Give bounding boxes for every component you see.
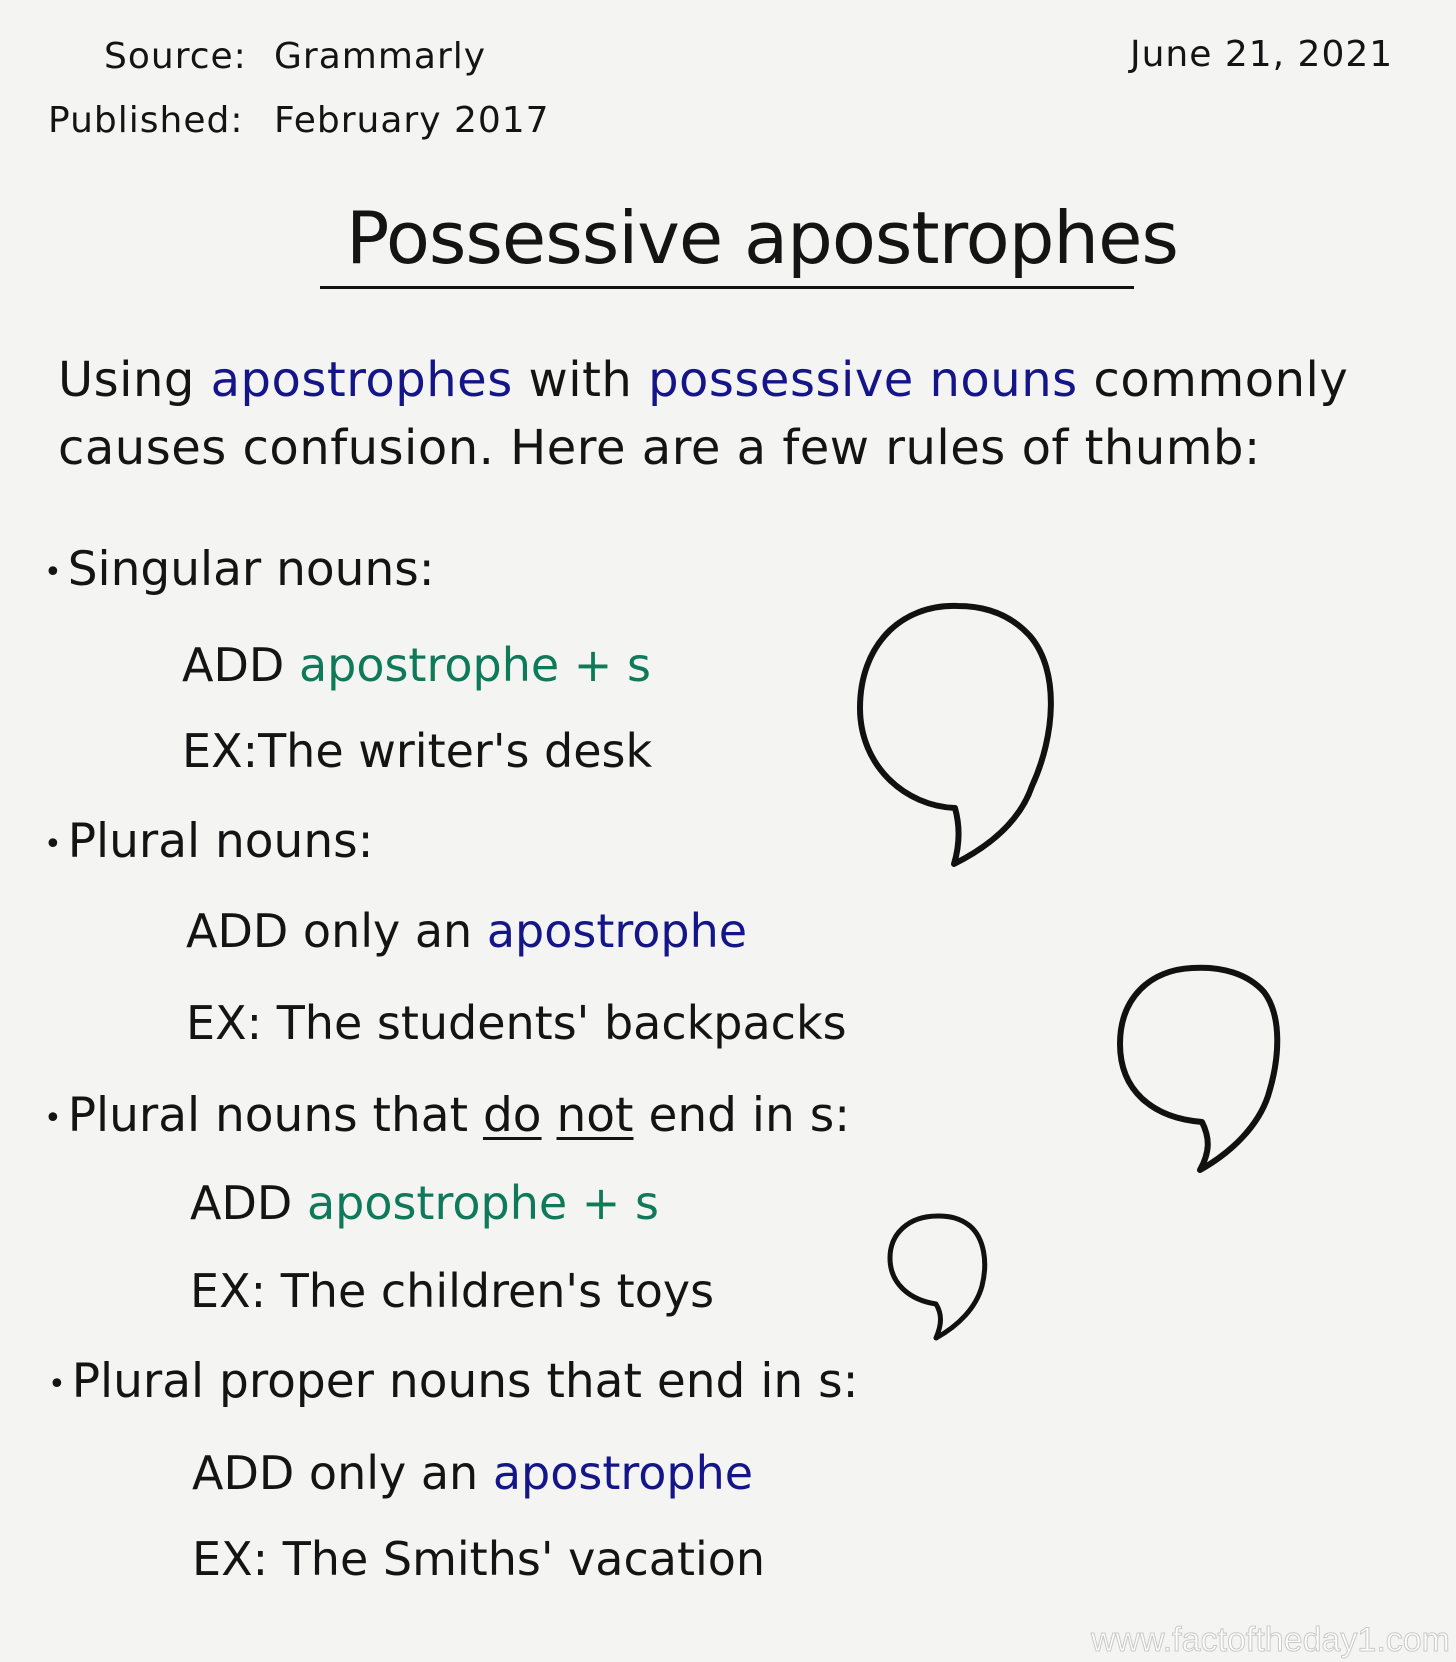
- intro-text: commonly: [1093, 352, 1349, 408]
- title-underline: [320, 286, 1134, 289]
- rule-heading-plural-proper: [48, 1354, 858, 1409]
- rule-add-plural: [186, 904, 747, 958]
- published-value: February 2017: [274, 100, 550, 141]
- watermark: www.factoftheday1.com: [1090, 1621, 1450, 1659]
- rule-add-plural-no-s: [190, 1176, 659, 1230]
- add-prefix: ADD only an: [192, 1446, 479, 1500]
- intro-highlight-apostrophes: apostrophes: [210, 352, 513, 408]
- rule-heading-plural-no-s: [44, 1088, 850, 1143]
- rule-example-plural-proper: EX: The Smiths' vacation: [192, 1532, 766, 1586]
- bullet-dot: •: [44, 555, 62, 590]
- comma-icon-small: [884, 1210, 994, 1345]
- intro-text: with: [528, 352, 633, 408]
- rule-add-plural-proper: [192, 1446, 753, 1500]
- rule-heading-text: end in s:: [648, 1088, 851, 1143]
- comma-icon-large: [850, 596, 1070, 866]
- rule-add-singular: [182, 638, 651, 692]
- rule-heading-plural: [44, 814, 373, 869]
- add-highlight: apostrophe + s: [298, 638, 651, 692]
- comma-icon-medium: [1114, 960, 1289, 1175]
- intro-line-2: causes confusion. Here are a few rules of thumb:: [58, 420, 1261, 476]
- underlined-not: not: [556, 1088, 634, 1143]
- rule-heading-singular: [44, 542, 435, 597]
- add-prefix: ADD: [190, 1176, 293, 1230]
- published-label: Published:: [48, 100, 244, 141]
- rule-example-singular: EX:The writer's desk: [182, 724, 653, 778]
- add-highlight: apostrophe + s: [306, 1176, 659, 1230]
- rule-example-plural-no-s: EX: The children's toys: [190, 1264, 715, 1318]
- rule-heading-text: Singular nouns:: [67, 542, 435, 597]
- page-title: Possessive apostrophes: [346, 196, 1178, 280]
- rule-example-plural: EX: The students' backpacks: [186, 996, 847, 1050]
- bullet-dot: •: [44, 1101, 62, 1136]
- date: June 21, 2021: [1130, 34, 1394, 75]
- intro-highlight-possessive-nouns: possessive nouns: [648, 352, 1078, 408]
- add-highlight: apostrophe: [492, 1446, 754, 1500]
- intro-line-1: [58, 346, 1348, 414]
- source-label: Source:: [104, 36, 247, 77]
- underlined-do: do: [482, 1088, 542, 1143]
- rule-heading-text: Plural nouns:: [67, 814, 374, 869]
- bullet-dot: •: [48, 1367, 66, 1402]
- add-prefix: ADD only an: [186, 904, 473, 958]
- source-value: Grammarly: [274, 36, 487, 77]
- rule-heading-text: Plural proper nouns that end in s:: [71, 1354, 859, 1409]
- add-highlight: apostrophe: [486, 904, 748, 958]
- bullet-dot: •: [44, 827, 62, 862]
- intro-text: Using: [58, 352, 195, 408]
- rule-heading-text: Plural nouns that: [67, 1088, 469, 1143]
- add-prefix: ADD: [182, 638, 285, 692]
